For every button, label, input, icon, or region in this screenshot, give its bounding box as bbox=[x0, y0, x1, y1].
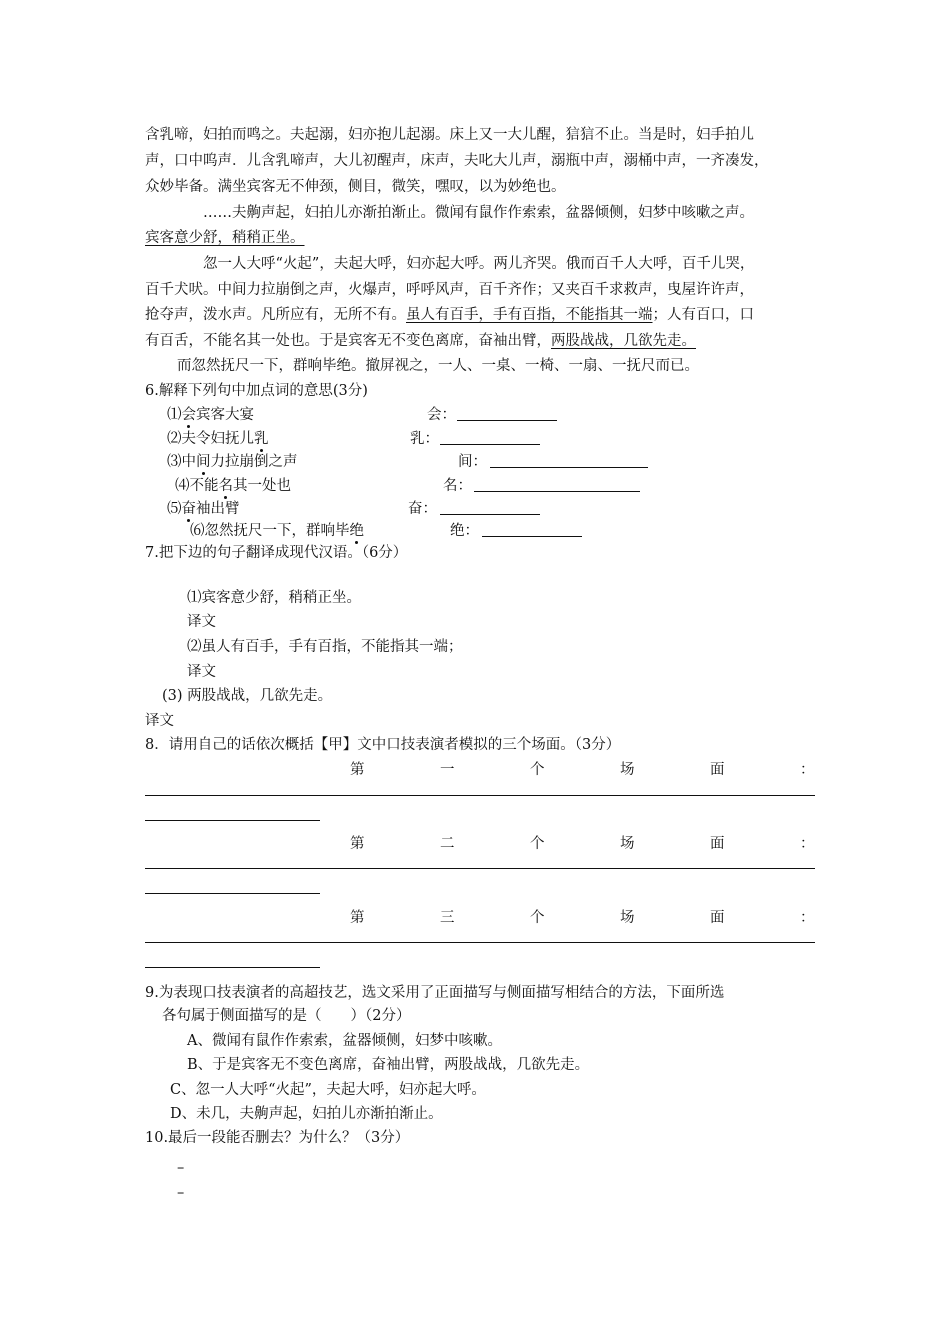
item-number: ⑵ bbox=[167, 431, 182, 447]
q6-label-3: 间： bbox=[458, 454, 487, 470]
q7-sentence-3: (3) 两股战战，几欲先走。 bbox=[162, 688, 333, 704]
q6-item-4 bbox=[175, 476, 291, 496]
answer-line[interactable] bbox=[145, 868, 815, 869]
dotted-word: 名 bbox=[218, 478, 233, 494]
scene-char: ： bbox=[800, 836, 815, 852]
item-text: 力拉崩倒之声 bbox=[210, 454, 298, 470]
q7-sentence-1: ⑴宾客意少舒，稍稍正坐。 bbox=[187, 590, 361, 606]
answer-line[interactable] bbox=[145, 893, 320, 894]
scene-char: 第 bbox=[350, 836, 365, 852]
item-number: ⑸ bbox=[167, 501, 182, 517]
answer-line[interactable] bbox=[145, 795, 815, 796]
answer-blank[interactable] bbox=[440, 444, 540, 445]
passage-line: 声，口中呜声．儿含乳啼声，大儿初醒声，床声，夫叱大儿声，溺瓶中声，溺桶中声，一齐凑发， bbox=[145, 153, 769, 169]
scene-char: 面 bbox=[710, 762, 725, 778]
q6-label-1: 会： bbox=[427, 407, 456, 423]
dotted-word: 奋 bbox=[181, 501, 196, 517]
scene-char: 场 bbox=[620, 836, 635, 852]
scene-char: 三 bbox=[440, 910, 455, 926]
passage-segment: ；人有百口，口 bbox=[652, 307, 754, 323]
underlined-sentence: 虽人有百手，手有百指，不能指其一端 bbox=[406, 307, 653, 323]
q6-item-5 bbox=[167, 499, 240, 519]
passage-line: 百千犬吠。中间力拉崩倒之声，火爆声，呼呼风声，百千齐作；又夹百千求救声，曳屋许许声， bbox=[145, 282, 754, 298]
scene-char: 二 bbox=[440, 836, 455, 852]
item-text: 忽然抚尺一下，群响毕 bbox=[204, 523, 350, 539]
item-number: ⑴ bbox=[167, 407, 182, 423]
answer-line[interactable] bbox=[145, 820, 320, 821]
q9-option-b[interactable]: B、于是宾客无不变色离席，奋袖出臂，两股战战，几欲先走。 bbox=[187, 1057, 590, 1073]
dotted-word: 会 bbox=[181, 407, 196, 423]
item-text: 其一处也 bbox=[233, 478, 291, 494]
q6-label-2: 乳： bbox=[410, 431, 439, 447]
q6-item-2 bbox=[167, 429, 269, 449]
dotted-word: 间 bbox=[196, 454, 211, 470]
scene-char: 一 bbox=[440, 762, 455, 778]
passage-line: ……夫齁声起，妇拍儿亦渐拍渐止。微闻有鼠作作索索，盆器倾侧，妇梦中咳嗽之声。 bbox=[203, 205, 754, 221]
item-number: ⑹ bbox=[190, 523, 205, 539]
answer-dash[interactable]: – bbox=[177, 1160, 185, 1176]
passage-line bbox=[145, 305, 754, 325]
q6-item-3 bbox=[167, 452, 298, 472]
answer-blank[interactable] bbox=[474, 491, 640, 492]
scene-char: 场 bbox=[620, 910, 635, 926]
item-number: ⑶ bbox=[167, 454, 182, 470]
q6-item-6 bbox=[190, 521, 364, 541]
question-6-title: 6.解释下列句中加点词的意思(3分) bbox=[145, 383, 368, 399]
answer-blank[interactable] bbox=[457, 420, 557, 421]
scene-char: 面 bbox=[710, 836, 725, 852]
q6-item-1 bbox=[167, 405, 254, 425]
scene-char: 个 bbox=[530, 836, 545, 852]
answer-dash[interactable]: – bbox=[177, 1185, 185, 1201]
question-7-title: 7.把下边的句子翻译成现代汉语。（6分） bbox=[145, 545, 408, 561]
question-8-title: 8．请用自己的话依次概括【甲】文中口技表演者模拟的三个场面。（3分） bbox=[145, 737, 621, 753]
passage-segment: 有百舌，不能名其一处也。于是宾客无不变色离席，奋袖出臂， bbox=[145, 333, 551, 349]
item-number: ⑷ bbox=[175, 478, 190, 494]
q6-label-4: 名： bbox=[443, 478, 472, 494]
q7-translation-label-1[interactable]: 译文 bbox=[187, 614, 216, 630]
passage-line: 众妙毕备。满坐宾客无不伸颈，侧目，微笑，嘿叹，以为妙绝也。 bbox=[145, 179, 566, 195]
scene-char: 个 bbox=[530, 910, 545, 926]
item-text: 中 bbox=[181, 454, 196, 470]
item-text: 夫令妇抚儿 bbox=[181, 431, 254, 447]
q7-translation-label-2[interactable]: 译文 bbox=[187, 664, 216, 680]
question-9-title: 9.为表现口技表演者的高超技艺，选文采用了正面描写与侧面描写相结合的方法，下面所选 bbox=[145, 985, 725, 1001]
q6-label-5: 奋： bbox=[408, 501, 437, 517]
passage-line: 忽一人大呼“火起”，夫起大呼，妇亦起大呼。两儿齐哭。俄而百千人大呼，百千儿哭， bbox=[203, 256, 755, 272]
q6-label-6: 绝： bbox=[450, 523, 479, 539]
passage-line: 含乳啼，妇拍而鸣之。夫起溺，妇亦抱儿起溺。床上又一大儿醒，狺狺不止。当是时，妇手拍儿 bbox=[145, 127, 754, 143]
dotted-word: 绝 bbox=[349, 523, 364, 539]
item-text: 袖出臂 bbox=[196, 501, 240, 517]
underlined-sentence: 宾客意少舒，稍稍正坐。 bbox=[145, 230, 305, 246]
answer-blank[interactable] bbox=[490, 467, 648, 468]
scene-char: 第 bbox=[350, 762, 365, 778]
answer-blank[interactable] bbox=[440, 514, 540, 515]
scene-char: 第 bbox=[350, 910, 365, 926]
answer-line[interactable] bbox=[145, 942, 815, 943]
item-text: 宾客大宴 bbox=[196, 407, 254, 423]
question-10-title: 10.最后一段能否删去？为什么？（3分） bbox=[145, 1130, 410, 1146]
q7-translation-label-3[interactable]: 译文 bbox=[145, 713, 174, 729]
scene-char: 场 bbox=[620, 762, 635, 778]
dotted-word: 乳 bbox=[254, 431, 269, 447]
passage-segment: 抢夺声，泼水声。凡所应有，无所不有。 bbox=[145, 307, 406, 323]
q9-option-c[interactable]: C、忽一人大呼“火起”，夫起大呼，妇亦起大呼。 bbox=[170, 1082, 486, 1098]
q7-sentence-2: ⑵虽人有百手，手有百指，不能指其一端； bbox=[187, 639, 463, 655]
underlined-sentence: 两股战战，几欲先走。 bbox=[551, 333, 696, 349]
answer-line[interactable] bbox=[145, 967, 320, 968]
item-text: 不能 bbox=[189, 478, 219, 494]
answer-blank[interactable] bbox=[482, 536, 582, 537]
q9-option-a[interactable]: A、微闻有鼠作作索索，盆器倾侧，妇梦中咳嗽。 bbox=[187, 1033, 502, 1049]
passage-line bbox=[145, 331, 696, 351]
scene-char: ： bbox=[800, 762, 815, 778]
scene-char: ： bbox=[800, 910, 815, 926]
passage-line: 而忽然抚尺一下，群响毕绝。撤屏视之，一人、一桌、一椅、一扇、一抚尺而已。 bbox=[177, 358, 699, 374]
q9-option-d[interactable]: D、未几，夫齁声起，妇拍儿亦渐拍渐止。 bbox=[170, 1106, 443, 1122]
question-9-title-cont: 各句属于侧面描写的是（ ）（2分） bbox=[162, 1008, 411, 1024]
scene-char: 个 bbox=[530, 762, 545, 778]
scene-char: 面 bbox=[710, 910, 725, 926]
